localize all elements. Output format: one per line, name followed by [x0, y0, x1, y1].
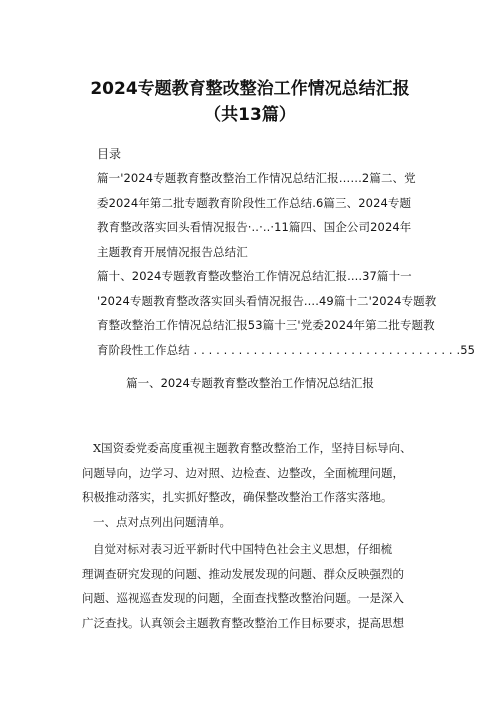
paragraph-line: 自觉对标对表习近平新时代中国特色社会主义思想，仔细梳 [93, 542, 392, 556]
toc-line: '2024专题教育整改落实回头看情况报告....49篇十二'2024专题教 [97, 293, 437, 308]
document-title: 2024专题教育整改整治工作情况总结汇报 [90, 79, 410, 99]
paragraph-line: X国资委党委高度重视主题教育整改整治工作，坚持目标导向、 [93, 441, 412, 455]
toc-line: 委2024年第二批专题教育阶段性工作总结.6篇三、2024专题 [97, 195, 412, 210]
body-paragraph-1 [82, 436, 438, 534]
paragraph-line: 一、点对点列出问题清单。 [93, 514, 231, 529]
body-paragraph-2 [82, 537, 438, 635]
toc-block-1 [97, 166, 435, 264]
paragraph-line: 理调查研究发现的问题、推动发展发现的问题、群众反映强烈的 [82, 566, 404, 581]
paragraph-line: 广泛查找。认真领会主题教育整改整治工作目标要求，提高思想 [82, 615, 404, 630]
document-subtitle: （共13篇） [204, 105, 296, 125]
toc-line: 篇十、2024专题教育整改整治工作情况总结汇报....37篇十一 [97, 269, 412, 283]
paragraph-line: 积极推动落实，扎实抓好整改，确保整改整治工作落实落地。 [82, 490, 393, 505]
toc-line: 育整改整治工作情况总结汇报53篇十三'党委2024年第二批专题教 [97, 318, 435, 333]
paragraph-line: 问题、巡视巡查发现的问题，全面查找整改整治问题。一是深入 [82, 591, 404, 606]
section-title: 篇一、2024专题教育整改整治工作情况总结汇报 [126, 376, 374, 390]
toc-heading: 目录 [97, 147, 122, 161]
toc-line: 育阶段性工作总结 . . . . . . . . . . . . . . . . . . . . . . . . . . . . . . . . . . . .55 [97, 342, 476, 357]
toc-line: 篇一'2024专题教育整改整治工作情况总结汇报……2篇二、党 [97, 171, 416, 185]
toc-block-2 [97, 264, 476, 362]
toc-line: 教育整改落实回头看情况报告·..·..·11篇四、国企公司2024年 [97, 220, 412, 235]
paragraph-line: 问题导向，边学习、边对照、边检查、边整改，全面梳理问题， [82, 465, 404, 480]
toc-line: 主题教育开展情况报告总结汇 [97, 244, 248, 259]
